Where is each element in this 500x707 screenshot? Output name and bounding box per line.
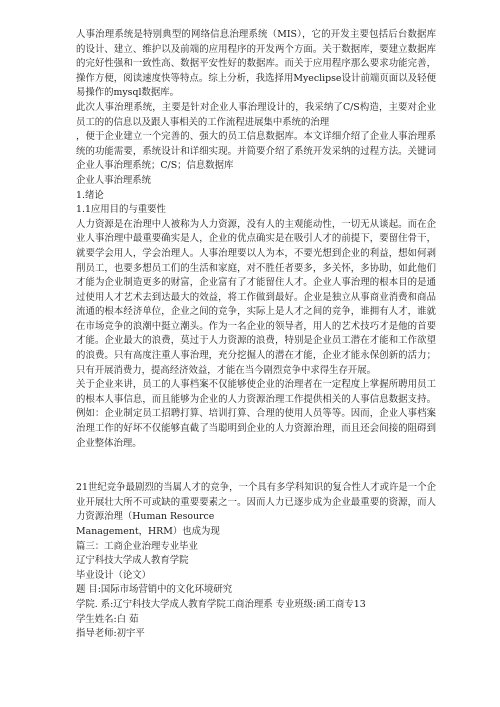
document-title: 企业人事治理系统 — [76, 174, 152, 186]
thesis-topic: 题 目:国际市场营销中的文化环境研究 — [76, 584, 233, 596]
section-heading: 1.1应用目的与重要性 — [76, 204, 166, 216]
summary-paragraph: ，便于企业建立一个完善的、强大的员工信息数据库。本文详细介绍了企业人事治理系统的功能需要，系统设计和详细实现。并简要介绍了系统开发采纳的过程方法。关键词 企业人事治理系统；C/S；信息数据库 — [76, 131, 436, 172]
chapter-heading: 1.绪论 — [76, 189, 104, 201]
intro-paragraph: 人事治理系统是特别典型的网络信息治理系统（MIS），它的开发主要包括后台数据库的设计、建立、维护以及前端的应用程序的开发两个方面。关于数据库，要建立数据库的完好性强和一致性高、数据平安性好的数据库。而关于应用程序那么要求功能完善，操作方便，阅读速度快等特点。综上分析，我选择用Myeclipse设计前端页面以及轻便易操作的mysql数据库。 — [76, 29, 436, 99]
section-gap — [76, 451, 436, 481]
part-heading: 篇三：工商企业治理专业毕业 — [76, 540, 198, 552]
hr-paragraph: 人力资源是在治理中人被称为人力资源，没有人的主观能动性，一切无从谈起。而在企业人事治理中最重要确实是人，企业的优点确实是在吸引人才的前提下，要留住骨干，就要学会用人，学会治理人。人事治理要以人为本，不要光想到企业的利益，想如何剥削员工，也要多想员工们的生活和家庭，对不胜任者要多，多关怀，多协助，如此他们才能为企业制造更多的财富，企业富有了才能留住人才。企业人事治理的根本目的是通过使用人才艺术去到达最大的效益，将工作做到最好。企业是独立从事商业消费和商品流通的根本经济单位，企业之间的竞争，实际上是人才之间的竞争，谁拥有人才，谁就在市场竞争的浪潮中挺立潮头。作为一名企业的领导者，用人的艺术技巧才是他的首要才能。企业最大的浪费，莫过于人力资源的浪费，特别是企业员工潜在才能和工作欲望的浪费。只有高度注重人事治理，充分挖掘人的潜在才能，企业才能永保创新的活力；只有开展消费力，提高经济效益，才能在当今剧烈竞争中求得生存开展。 — [76, 218, 436, 376]
archive-paragraph: 关于企业来讲，员工的人事档案不仅能够使企业的治理者在一定程度上掌握所聘用员工的根本人事信息，而且能够为企业的人力资源治理工作提供相关的人事信息数据支持。例如：企业制定员工招聘打算、培训打算、合理的使用人员等等。因而，企业人事档案治理工作的好坏不仅能够直截了当聪明到企业的人力资源治理，而且还会间接的阻碍到企业整体治理。 — [76, 379, 436, 449]
advisor-name: 指导老师:初宇平 — [76, 628, 145, 640]
school-name: 辽宁科技大学成人教育学院 — [76, 555, 189, 567]
department-line: 学院. 系:辽宁科技大学成人教育学院工商治理系 专业班级:函工商专13 — [76, 598, 366, 610]
design-paragraph: 此次人事治理系统，主要是针对企业人事治理设计的，我采纳了C/S构造，主要对企业员工的的信息以及跟人事相关的工作流程进展集中系统的治理 — [76, 101, 436, 128]
student-name: 学生姓名:白 茹 — [76, 613, 139, 625]
competition-paragraph: 21世纪竞争最剧烈的当属人才的竞争，一个具有多学科知识的复合性人才或许是一个企业开展壮大所不可或缺的重要要素之一。因而人力已逐步成为企业最重要的资源，而人力资源治理（Human Resource — [76, 482, 436, 523]
competition-paragraph-end: Management，HRM）也成为现 — [76, 526, 220, 537]
thesis-label: 毕业设计（论文） — [76, 569, 152, 581]
document-page — [76, 28, 436, 642]
